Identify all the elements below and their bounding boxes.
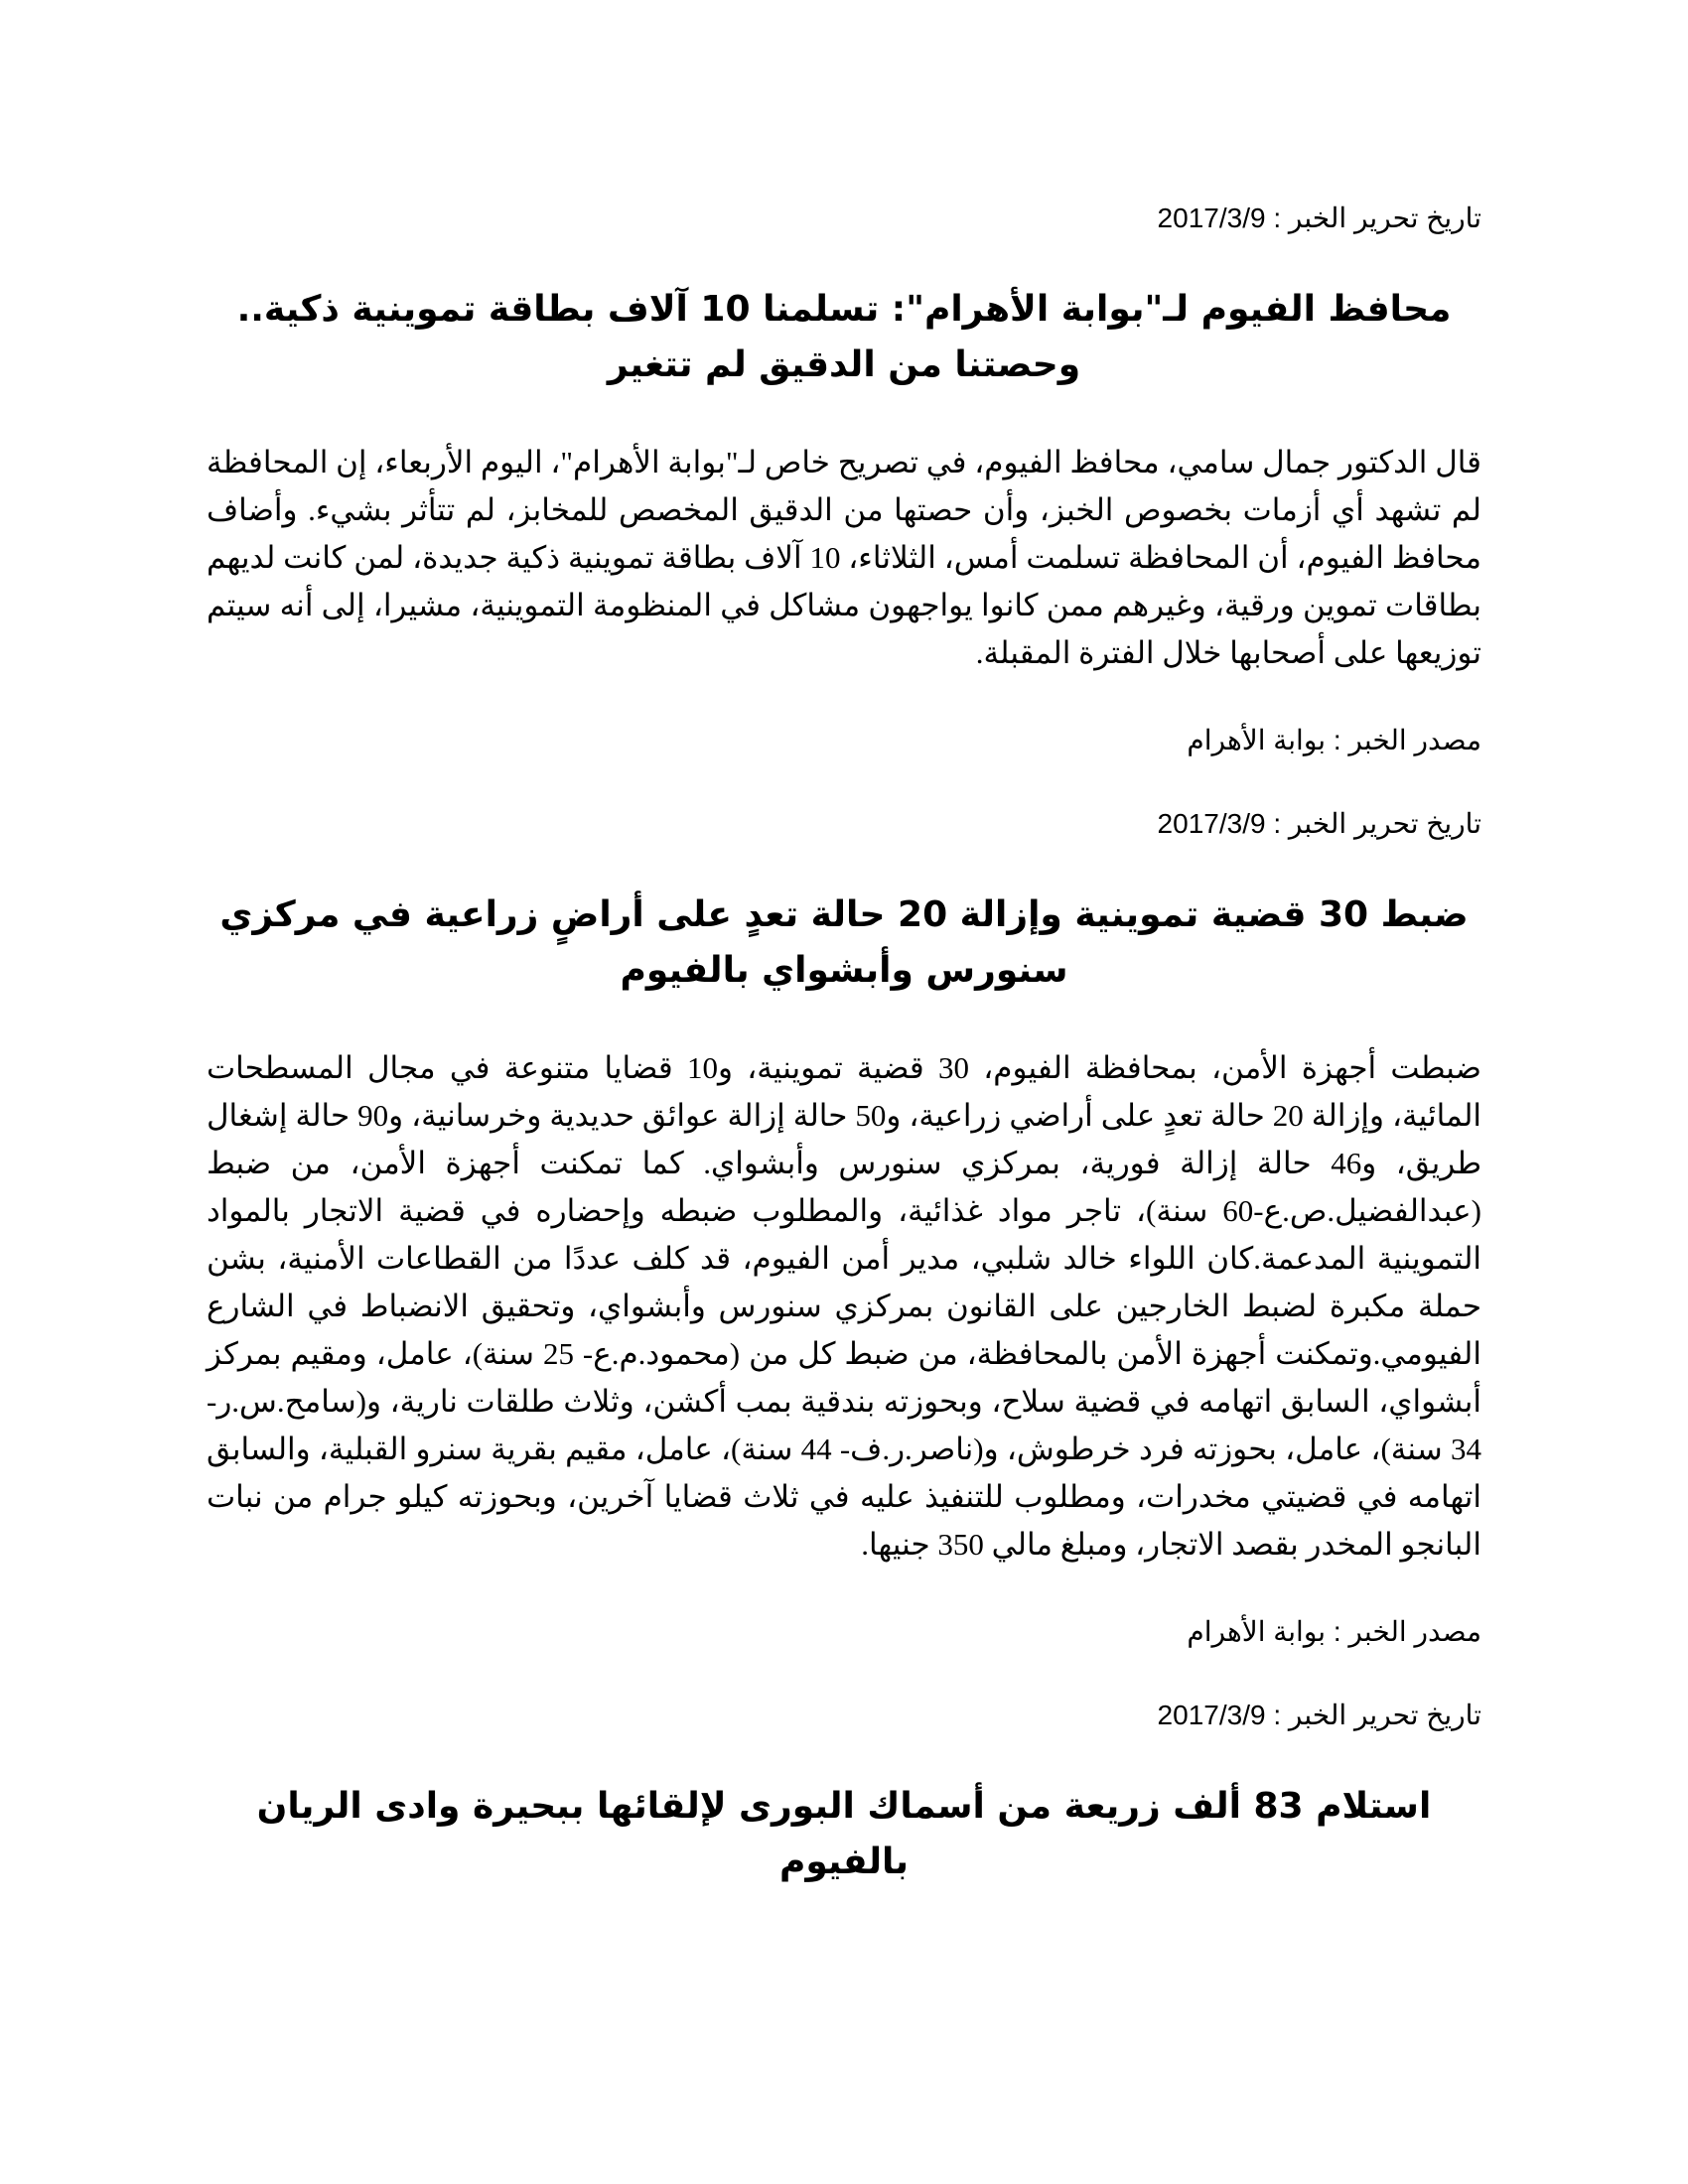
- publication-date-line: [207, 804, 1481, 844]
- date-value: 2017/3/9: [1157, 808, 1266, 839]
- date-value: 2017/3/9: [1157, 1700, 1266, 1730]
- news-article: [207, 1696, 1481, 1890]
- date-label: تاريخ تحرير الخبر :: [1265, 1700, 1481, 1730]
- article-headline: ضبط 30 قضية تموينية وإزالة 20 حالة تعدٍ على أراضٍ زراعية في مركزي سنورس وأبشواي بالفيوم: [219, 894, 1469, 991]
- date-value: 2017/3/9: [1157, 203, 1266, 233]
- news-article: [207, 804, 1481, 1652]
- date-label: تاريخ تحرير الخبر :: [1265, 203, 1481, 233]
- article-headline: محافظ الفيوم لـ"بوابة الأهرام": تسلمنا 10 آلاف بطاقة تموينية ذكية.. وحصتنا من الدقيق لم تتغير: [236, 289, 1452, 385]
- article-body: ضبطت أجهزة الأمن، بمحافظة الفيوم، 30 قضية تموينية، و10 قضايا متنوعة في مجال المسطحات المائية، وإزالة 20 حالة تعدٍ على أراضي زراعية، و50 حالة إزالة عوائق حديدية وخرسانية، و90 حالة إشغال طريق، و46 حالة إزالة فورية، بمركزي سنورس وأبشواي. كما تمكنت أجهزة الأمن، من ضبط (عبدالفضيل.ص.ع-60 سنة)، تاجر مواد غذائية، والمطلوب ضبطه وإحضاره في قضية الاتجار بالمواد التموينية المدعمة.كان اللواء خالد شلبي، مدير أمن الفيوم، قد كلف عددًا من القطاعات الأمنية، بشن حملة مكبرة لضبط الخارجين على القانون بمركزي سنورس وأبشواي، وتحقيق الانضباط في الشارع الفيومي.وتمكنت أجهزة الأمن بالمحافظة، من ضبط كل من (محمود.م.ع- 25 سنة)، عامل، ومقيم بمركز أبشواي، السابق اتهامه في قضية سلاح، وبحوزته بندقية بمب أكشن، وثلاث طلقات نارية، و(سامح.س.ر- 34 سنة)، عامل، بحوزته فرد خرطوش، و(ناصر.ر.ف- 44 سنة)، عامل، مقيم بقرية سنرو القبلية، والسابق اتهامه في قضيتي مخدرات، ومطلوب للتنفيذ عليه في ثلاث قضايا آخرين، وبحوزته كيلو جرام من نبات البانجو المخدر بقصد الاتجار، ومبلغ مالي 350 جنيها.: [207, 1050, 1482, 1562]
- date-label: تاريخ تحرير الخبر :: [1265, 808, 1481, 839]
- article-source: مصدر الخبر : بوابة الأهرام: [1187, 725, 1481, 755]
- news-article: [207, 199, 1481, 760]
- article-source: مصدر الخبر : بوابة الأهرام: [1187, 1616, 1481, 1647]
- article-headline: استلام 83 ألف زريعة من أسماك البورى لإلقائها ببحيرة وادى الريان بالفيوم: [256, 1786, 1432, 1882]
- publication-date-line: [207, 1696, 1481, 1735]
- publication-date-line: [207, 199, 1481, 238]
- article-body: قال الدكتور جمال سامي، محافظ الفيوم، في تصريح خاص لـ"بوابة الأهرام"، اليوم الأربعاء، إن المحافظة لم تشهد أي أزمات بخصوص الخبز، وأن حصتها من الدقيق المخصص للمخابز، لم تتأثر بشيء. وأضاف محافظ الفيوم، أن المحافظة تسلمت أمس، الثلاثاء، 10 آلاف بطاقة تموينية ذكية جديدة، لمن كانت لديهم بطاقات تموين ورقية، وغيرهم ممن كانوا يواجهون مشاكل في المنظومة التموينية، مشيرا، إلى أنه سيتم توزيعها على أصحابها خلال الفترة المقبلة.: [207, 445, 1482, 670]
